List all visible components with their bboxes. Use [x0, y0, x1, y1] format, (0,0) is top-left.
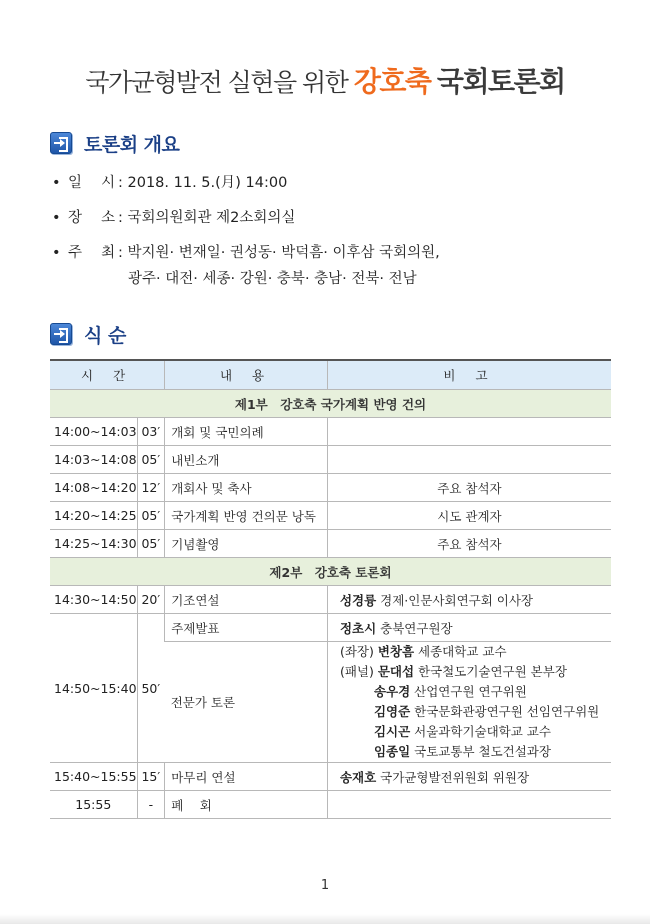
overview-host-line2: 광주· 대전· 세종· 강원· 충북· 충남· 전북· 전남 — [128, 271, 417, 287]
overview-date: • 일 시 : 2018. 11. 5.(月) 14:00 — [52, 175, 288, 191]
page-number: 1 — [320, 878, 330, 893]
table-row: 14:20~14:25 05′ 국가계획 반영 건의문 낭독 시도 관계자 — [50, 502, 611, 530]
part1-row: 제1부 강호축 국가계획 반영 건의 — [50, 390, 611, 418]
panel-list: (좌장) 변창흠 세종대학교 교수 (패널) 문대섭 한국철도기술연구원 본부장 송우경 산업연구원 연구위원 김영준 한국문화관광연구원 선임연구위원 김시곤 서울과학기술대학교 교수 임종일 국토교통부 철도건설과장 — [327, 642, 611, 763]
table-header-row — [50, 360, 611, 390]
program-heading-text: 식 순 — [84, 324, 126, 347]
overview-heading — [50, 131, 179, 155]
col-header-content: 내 용 — [165, 360, 328, 390]
program-table — [50, 359, 611, 819]
table-row: 14:03~14:08 05′ 내빈소개 — [50, 446, 611, 474]
overview-place: • 장 소 : 국회의원회관 제2소회의실 — [52, 210, 296, 226]
section-arrow-icon — [50, 323, 72, 345]
table-row: 14:50~15:40 50′ 주제발표 정초시 충북연구원장 — [50, 614, 611, 642]
col-header-time: 시 간 — [50, 360, 165, 390]
part2-row: 제2부 강호축 토론회 — [50, 558, 611, 586]
table-row: 14:30~14:50 20′ 기조연설 성경륭 경제·인문사회연구회 이사장 — [50, 586, 611, 614]
document-title — [0, 60, 650, 100]
overview-host: • 주 최 : 박지원· 변재일· 권성동· 박덕흠· 이후삼 국회의원, — [52, 245, 440, 261]
title-suffix: 국회토론회 — [436, 65, 565, 98]
overview-heading-text: 토론회 개요 — [84, 133, 180, 156]
table-row: 15:40~15:55 15′ 마무리 연설 송재호 국가균형발전위원회 위원장 — [50, 763, 611, 791]
table-row: 14:08~14:20 12′ 개회사 및 축사 주요 참석자 — [50, 474, 611, 502]
col-header-note: 비 고 — [327, 360, 611, 390]
title-highlight: 강호축 — [353, 65, 431, 98]
table-row: 전문가 토론 (좌장) 변창흠 세종대학교 교수 (패널) 문대섭 한국철도기술연구원 본부장 송우경 산업연구원 연구위원 김영준 한국문화관광연구원 선임연구위원 김시곤 서울과학기술대학교 교수 임종일 국토교통부 철도건설과장 — [50, 642, 611, 763]
program-heading — [50, 322, 126, 346]
table-row: 15:55 - 폐 회 — [50, 791, 611, 819]
table-row: 14:00~14:03 03′ 개회 및 국민의례 — [50, 418, 611, 446]
page-bottom-edge — [0, 914, 650, 924]
table-row: 14:25~14:30 05′ 기념촬영 주요 참석자 — [50, 530, 611, 558]
title-prefix: 국가균형발전 실현을 위한 — [85, 68, 354, 97]
section-arrow-icon — [50, 132, 72, 154]
